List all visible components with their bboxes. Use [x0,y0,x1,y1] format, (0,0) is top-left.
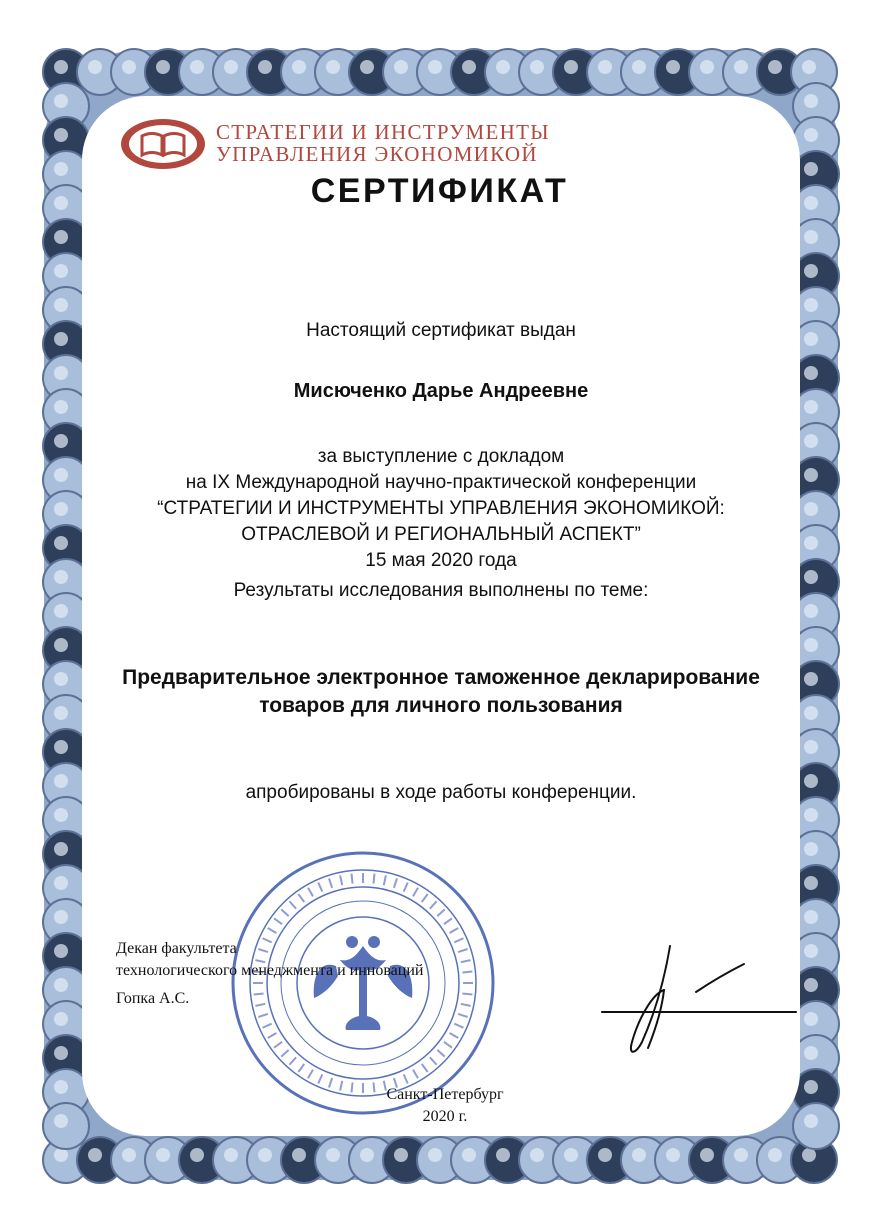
year: 2020 г. [422,1108,468,1125]
university-stamp [228,848,498,1118]
conference-name-line-1: “СТРАТЕГИИ И ИНСТРУМЕНТЫ УПРАВЛЕНИЯ ЭКОНОМИКОЙ: [157,498,725,519]
handwritten-signature [596,938,806,1068]
conference-line: на IX Международной научно-практической конференции [185,472,697,493]
issued-to-label: Настоящий сертификат выдан [306,320,576,341]
signatory-role-line-1: Декан факультета [116,940,237,957]
conference-logo [120,118,560,170]
recipient-name: Мисюченко Дарье Андреевне [293,380,589,402]
topic-line-2: товаров для личного пользования [259,694,623,717]
conference-date: 15 мая 2020 года [365,550,517,571]
signatory-role-line-2: технологического менеджмента и инноваций [116,962,424,979]
certificate-title: СЕРТИФИКАТ [310,172,569,210]
approved-line: апробированы в ходе работы конференции. [245,782,637,803]
talk-line: за выступление с докладом [317,446,565,467]
results-line: Результаты исследования выполнены по теме: [233,580,649,601]
logo-text-line-1: СТРАТЕГИИ И ИНСТРУМЕНТЫ [216,120,550,144]
city: Санкт-Петербург [386,1086,504,1103]
conference-name-line-2: ОТРАСЛЕВОЙ И РЕГИОНАЛЬНЫЙ АСПЕКТ” [241,524,641,545]
signatory-name: Гопка А.С. [116,990,190,1007]
logo-text-line-2: УПРАВЛЕНИЯ ЭКОНОМИКОЙ [216,142,538,166]
topic-line-1: Предварительное электронное таможенное декларирование [122,666,760,689]
open-book-icon [120,118,206,170]
